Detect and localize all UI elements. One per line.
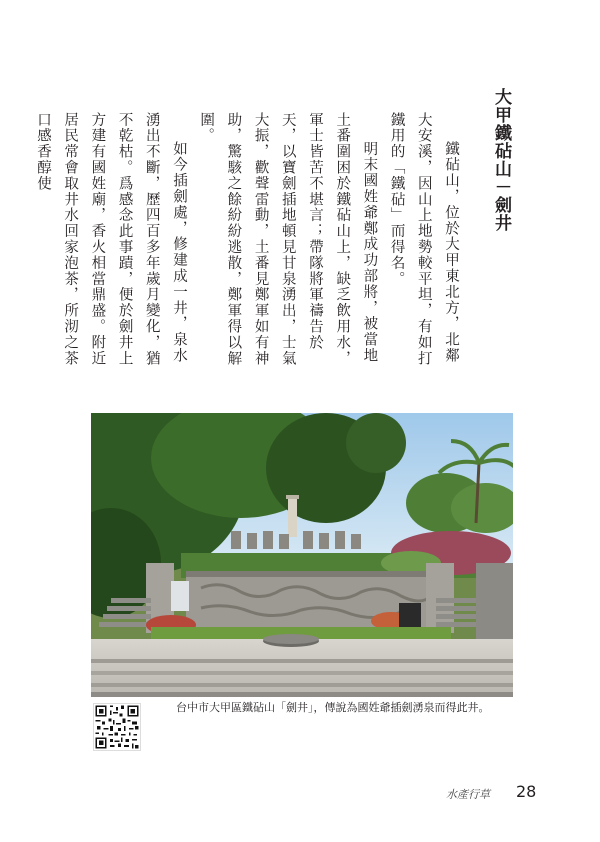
footer-book-label: 水產行草	[446, 788, 490, 801]
paragraph: 明末國姓爺鄭成功部將，被當地土番圍困於鐵砧山上，缺乏飲用水，軍士皆苦不堪言；帶隊將軍禱告於天，以寶劍插地頓見甘泉湧出，士氣大振，歡聲雷動，土番見鄭軍如有神助，驚駭之餘紛紛逃散，鄭軍得以解圍。	[198, 112, 378, 367]
page-title: 大甲鐵砧山－劍井	[491, 88, 511, 232]
sword-well-photo	[91, 413, 513, 697]
paragraph: 鐵砧山，位於大甲東北方，北鄰大安溪，因山上地勢較平坦，有如打鐵用的「鐵砧」而得名。	[388, 112, 459, 367]
qr-code[interactable]	[93, 703, 141, 751]
page-number: 28	[516, 782, 537, 801]
paragraph: 如今插劍處，修建成一井，泉水湧出不斷，歷四百多年歲月變化，猶不乾枯。爲感念此事蹟，便於劍井上方建有國姓廟，香火相當鼎盛。附近居民常會取井水回家泡茶，所沏之茶口感香醇使	[34, 112, 187, 367]
body-text	[34, 112, 464, 372]
photo-caption: 台中市大甲區鐵砧山「劍井」，傳說為國姓爺插劍湧泉而得此井。	[176, 701, 490, 714]
